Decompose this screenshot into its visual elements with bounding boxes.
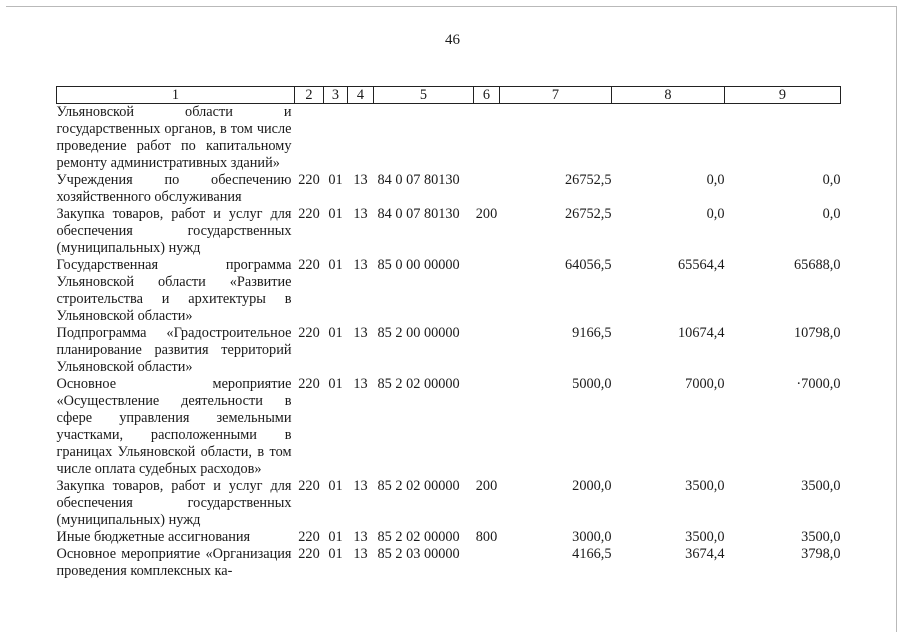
row-target: 85 2 03 00000 [377, 546, 460, 562]
row-subsection: 13 [353, 376, 368, 392]
row-subsection: 13 [353, 546, 368, 562]
row-value-7: 5000,0 [572, 376, 612, 392]
row-value-9: 3798,0 [801, 546, 841, 562]
row-section: 01 [328, 546, 343, 562]
row-name: Учреждения по обеспечению хозяйственного обслуживания [56, 172, 292, 205]
row-value-9: 0,0 [822, 172, 841, 188]
row-name: Закупка товаров, работ и услуг для обеспечения государственных (муниципальных) нужд [56, 206, 292, 256]
row-ministry: 220 [298, 478, 320, 494]
row-name: Иные бюджетные ассигнования [56, 529, 251, 545]
row-subsection: 13 [353, 257, 368, 273]
table-row [57, 104, 841, 173]
row-value-8: 7000,0 [685, 376, 725, 392]
row-name: Ульяновской области и государственных органов, в том числе проведение работ по капитальному ремонту административных зданий» [56, 104, 292, 171]
row-subsection: 13 [353, 478, 368, 494]
row-section: 01 [328, 206, 343, 222]
row-section [324, 104, 348, 173]
budget-table [56, 86, 841, 580]
row-section: 01 [328, 172, 343, 188]
header-cell: 6 [474, 87, 500, 104]
row-target: 84 0 07 80130 [377, 172, 460, 188]
row-target: 85 2 02 00000 [377, 529, 460, 545]
row-value-7: 3000,0 [572, 529, 612, 545]
row-target [374, 104, 474, 173]
row-section: 01 [328, 376, 343, 392]
header-cell: 2 [295, 87, 324, 104]
row-value-8: 65564,4 [678, 257, 725, 273]
header-cell: 7 [500, 87, 612, 104]
row-target: 85 2 02 00000 [377, 376, 460, 392]
row-ministry: 220 [298, 325, 320, 341]
row-target: 84 0 07 80130 [377, 206, 460, 222]
row-type: 200 [475, 478, 498, 494]
row-name: Государственная программа Ульяновской области «Развитие строительства и архитектуры в Ульяновской области» [56, 257, 292, 324]
table-row [57, 478, 841, 529]
row-type [474, 104, 500, 173]
row-ministry [295, 104, 324, 173]
row-ministry: 220 [298, 546, 320, 562]
row-value-9: 0,0 [822, 206, 841, 222]
header-cell: 8 [612, 87, 725, 104]
row-type [474, 257, 500, 325]
row-value-8: 3500,0 [685, 478, 725, 494]
row-value-7: 2000,0 [572, 478, 612, 494]
row-target: 85 2 02 00000 [377, 478, 460, 494]
header-cell: 5 [374, 87, 474, 104]
row-type [474, 325, 500, 376]
row-value-9 [725, 104, 841, 173]
row-name: Основное мероприятие «Осуществление деятельности в сфере управления земельными участками, расположенными в границах Ульяновской области, в том числе оплата судебных расходов» [56, 376, 292, 477]
row-section: 01 [328, 478, 343, 494]
row-section: 01 [328, 529, 343, 545]
table-row [57, 257, 841, 325]
row-ministry: 220 [298, 206, 320, 222]
row-subsection: 13 [353, 206, 368, 222]
row-value-7: 9166,5 [572, 325, 612, 341]
row-subsection: 13 [353, 325, 368, 341]
row-value-9: 65688,0 [794, 257, 841, 273]
row-subsection: 13 [353, 172, 368, 188]
row-value-9: ·7000,0 [796, 376, 841, 392]
row-name: Подпрограмма «Градостроительное планирование развития территорий Ульяновской области» [56, 325, 292, 375]
row-value-7: 26752,5 [565, 206, 612, 222]
row-value-9: 10798,0 [794, 325, 841, 341]
row-ministry: 220 [298, 257, 320, 273]
row-ministry: 220 [298, 529, 320, 545]
row-value-8: 10674,4 [678, 325, 725, 341]
row-section: 01 [328, 325, 343, 341]
row-name: Закупка товаров, работ и услуг для обеспечения государственных (муниципальных) нужд [56, 478, 292, 528]
row-type [474, 546, 500, 580]
header-cell: 4 [348, 87, 374, 104]
table-row [57, 376, 841, 478]
table-row [57, 546, 841, 580]
row-name: Основное мероприятие «Организация проведения комплексных ка- [56, 546, 292, 579]
row-type: 800 [475, 529, 498, 545]
row-value-7 [500, 104, 612, 173]
row-value-7: 4166,5 [572, 546, 612, 562]
row-value-8: 3674,4 [685, 546, 725, 562]
row-value-8: 0,0 [706, 206, 725, 222]
row-target: 85 2 00 00000 [377, 325, 460, 341]
row-value-8: 3500,0 [685, 529, 725, 545]
page-number: 46 [445, 32, 460, 48]
row-value-8: 0,0 [706, 172, 725, 188]
row-value-7: 64056,5 [565, 257, 612, 273]
table-row [57, 325, 841, 376]
row-subsection: 13 [353, 529, 368, 545]
header-cell: 3 [324, 87, 348, 104]
row-type [474, 172, 500, 206]
header-cell: 9 [725, 87, 841, 104]
row-type [474, 376, 500, 478]
row-type: 200 [475, 206, 498, 222]
row-target: 85 0 00 00000 [377, 257, 460, 273]
row-section: 01 [328, 257, 343, 273]
table-row [57, 529, 841, 546]
row-ministry: 220 [298, 376, 320, 392]
row-value-9: 3500,0 [801, 529, 841, 545]
row-subsection [348, 104, 374, 173]
row-ministry: 220 [298, 172, 320, 188]
row-value-7: 26752,5 [565, 172, 612, 188]
header-row [57, 87, 841, 104]
row-value-9: 3500,0 [801, 478, 841, 494]
table-row [57, 206, 841, 257]
header-cell: 1 [57, 87, 295, 104]
table-row [57, 172, 841, 206]
row-value-8 [612, 104, 725, 173]
